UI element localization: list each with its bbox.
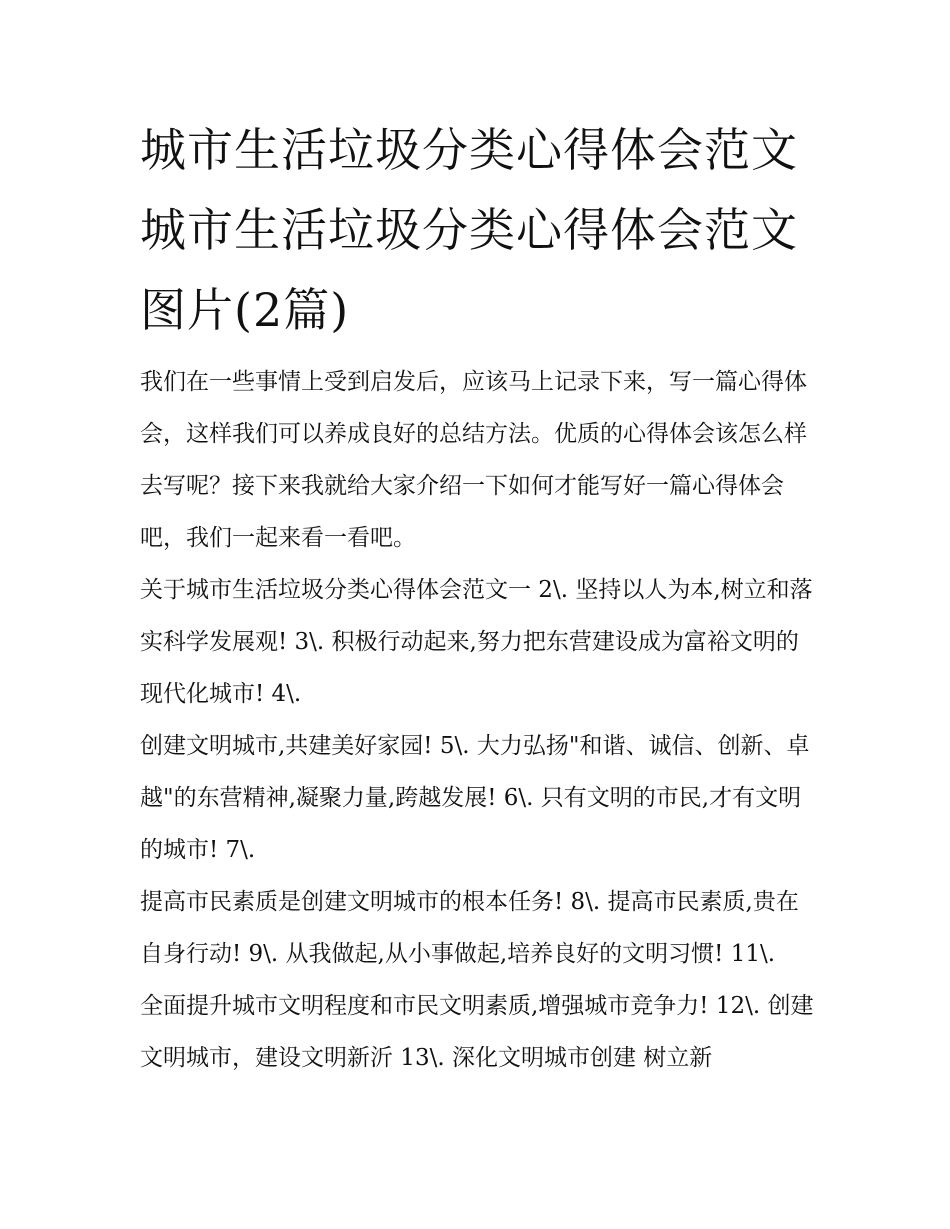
document-page [140,110,820,1084]
intro-paragraph: 我们在一些事情上受到启发后，应该马上记录下来，写一篇心得体会，这样我们可以养成良好的总结方法。优质的心得体会该怎么样去写呢？接下来我就给大家介绍一下如何才能写好一篇心得体会吧，我们一起来看一看吧。 [140,369,807,551]
body-paragraph: 提高市民素质是创建文明城市的根本任务! 8\. 提高市民素质,贵在自身行动! 9\. 从我做起,从小事做起,培养良好的文明习惯! 11\. [140,889,799,967]
body-paragraph: 创建文明城市,共建美好家园! 5\. 大力弘扬"和谐、诚信、创新、卓越"的东营精神,凝聚力量,跨越发展! 6\. 只有文明的市民,才有文明的城市! 7\. [140,733,810,863]
body-paragraph: 全面提升城市文明程度和市民文明素质,增强城市竞争力! 12\. 创建文明城市，建设文明新沂 13\. 深化文明城市创建 树立新 [140,993,814,1071]
document-title: 城市生活垃圾分类心得体会范文 城市生活垃圾分类心得体会范文图片(2篇) [140,123,798,337]
body-paragraph: 关于城市生活垃圾分类心得体会范文一 2\. 坚持以人为本,树立和落实科学发展观! 3\. 积极行动起来,努力把东营建设成为富裕文明的现代化城市! 4\. [140,577,813,707]
